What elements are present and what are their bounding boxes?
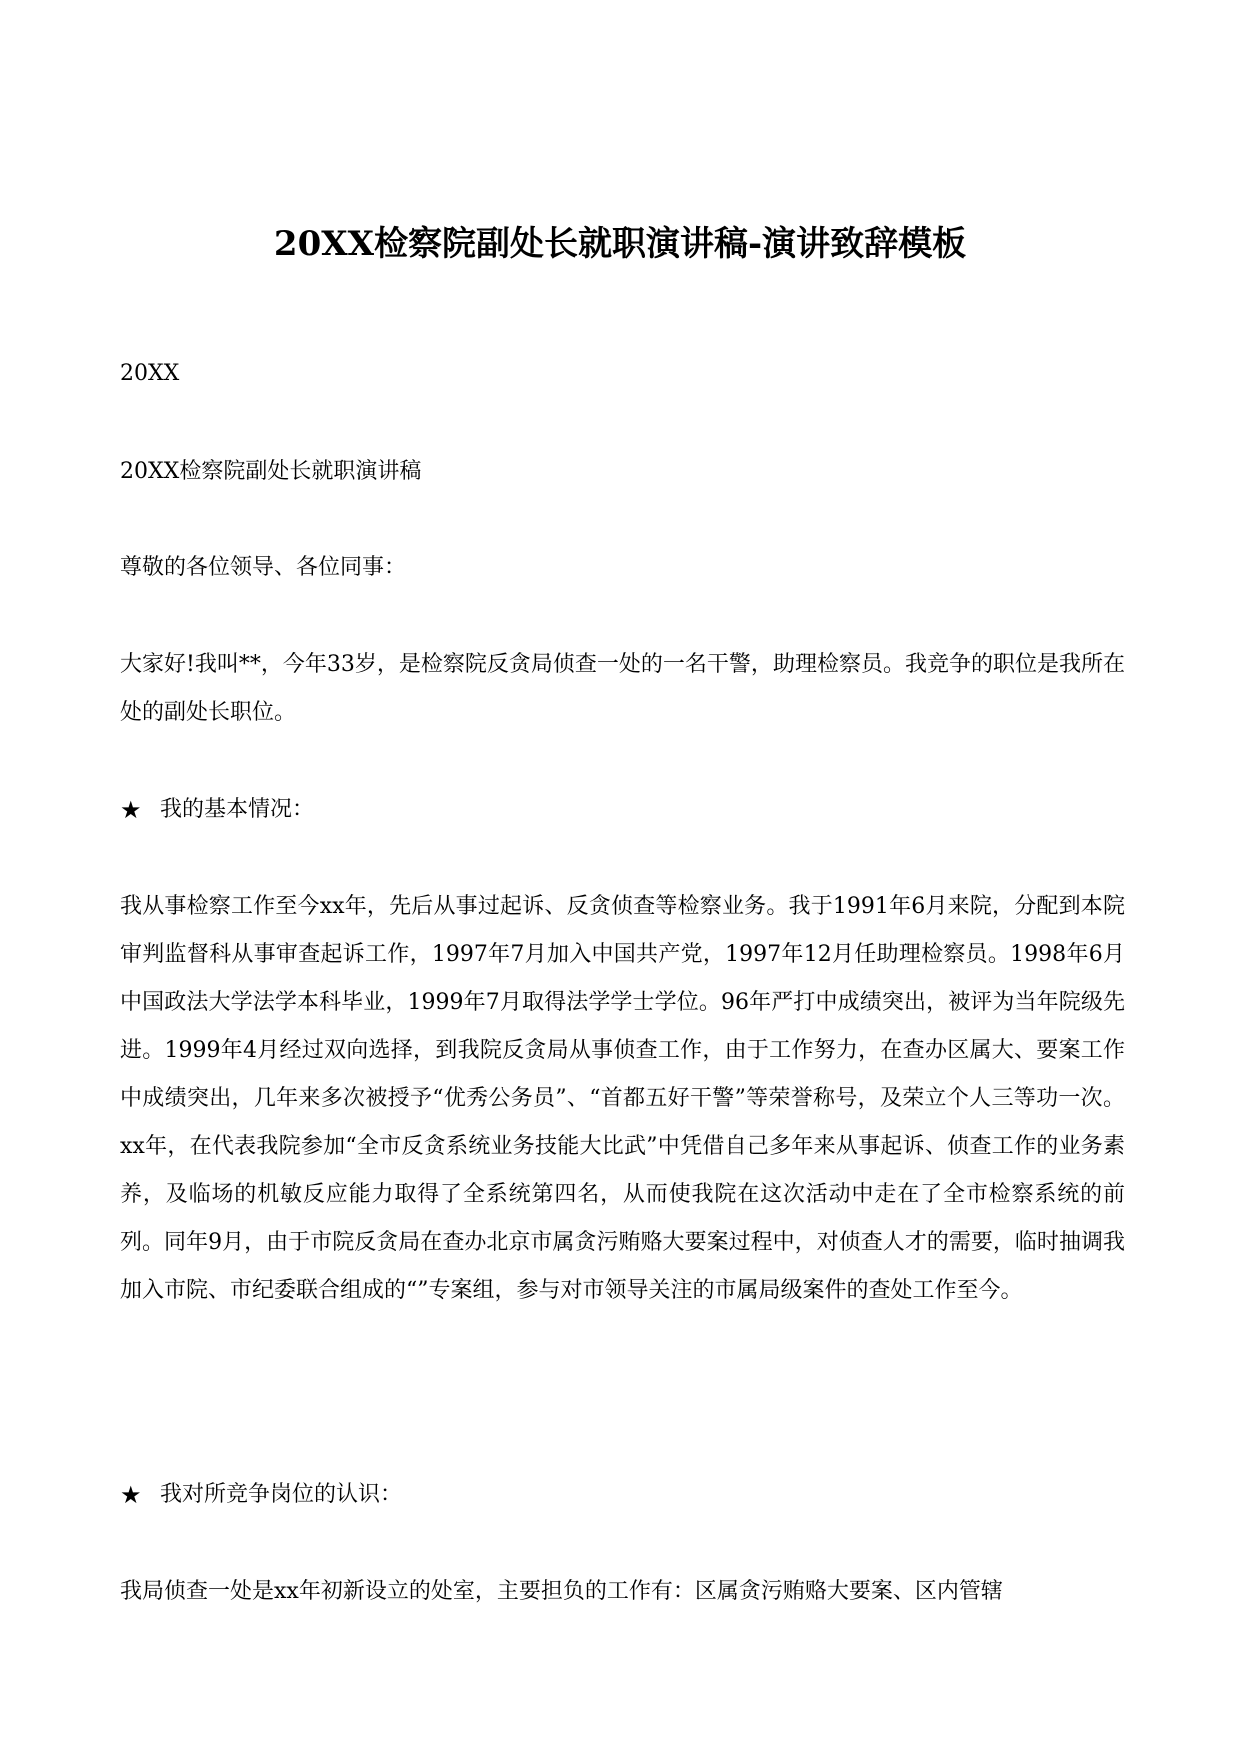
section-heading-basic-info — [120, 786, 1125, 834]
section-heading-text: 我对所竞争岗位的认识： — [160, 1482, 403, 1507]
section-heading-position-understanding — [120, 1471, 1125, 1519]
salutation: 尊敬的各位领导、各位同事： — [120, 555, 407, 580]
year-line: 20XX — [120, 361, 180, 386]
document-subtitle: 20XX检察院副处长就职演讲稿 — [120, 459, 422, 484]
section-heading-text: 我的基本情况： — [160, 797, 315, 822]
position-understanding-paragraph: 我局侦查一处是xx年初新设立的处室，主要担负的工作有：区属贪污贿赂大要案、区内管辖 — [120, 1579, 1003, 1604]
intro-paragraph: 大家好!我叫**，今年33岁，是检察院反贪局侦查一处的一名干警，助理检察员。我竞争的职位是我所在处的副处长职位。 — [120, 652, 1125, 725]
document-title: 20XX检察院副处长就职演讲稿-演讲致辞模板 — [273, 224, 967, 264]
star-icon: ★ — [120, 1481, 142, 1509]
basic-info-paragraph: 我从事检察工作至今xx年，先后从事过起诉、反贪侦查等检察业务。我于1991年6月来院，分配到本院审判监督科从事审查起诉工作，1997年7月加入中国共产党，1997年12月任助理检察员。1998年6月中国政法大学法学本科毕业，1999年7月取得法学学士学位。96年严打中成绩突出，被评为当年院级先进。1999年4月经过双向选择，到我院反贪局从事侦查工作，由于工作努力，在查办区属大、要案工作中成绩突出，几年来多次被授予“优秀公务员”、“首都五好干警”等荣誉称号，及荣立个人三等功一次。xx年，在代表我院参加“全市反贪系统业务技能大比武”中凭借自己多年来从事起诉、侦查工作的业务素养，及临场的机敏反应能力取得了全系统第四名，从而使我院在这次活动中走在了全市检察系统的前列。同年9月，由于市院反贪局在查办北京市属贪污贿赂大要案过程中，对侦查人才的需要，临时抽调我加入市院、市纪委联合组成的“”专案组，参与对市领导关注的市属局级案件的查处工作至今。 — [120, 894, 1125, 1303]
star-icon: ★ — [120, 796, 142, 824]
